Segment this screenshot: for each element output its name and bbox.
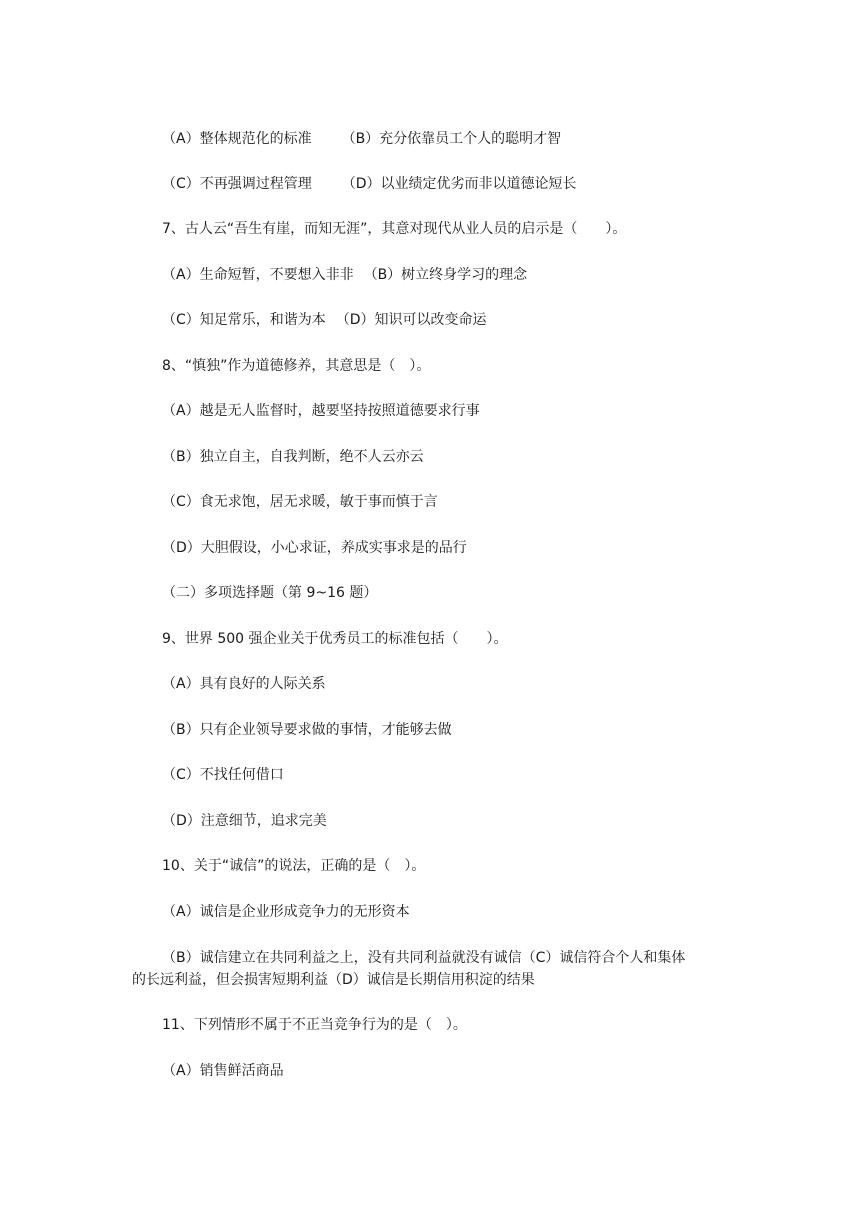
option-d: （D）知识可以改变命运: [335, 312, 487, 328]
option-b: （B）独立自主，自我判断，绝不人云亦云: [162, 449, 424, 465]
option-a: （A）销售鲜活商品: [162, 1063, 284, 1079]
option-c: （C）知足常乐，和谐为本: [162, 312, 326, 328]
question-11: 11、下列情形不属于不正当竞争行为的是（ ）。: [162, 1017, 467, 1033]
option-row: [162, 129, 561, 149]
question-10: 10、关于“诚信”的说法，正确的是（ ）。: [162, 858, 426, 874]
option-c: （C）食无求饱，居无求暖，敏于事而慎于言: [162, 494, 438, 510]
option-a: （A）越是无人监督时，越要坚持按照道德要求行事: [162, 403, 480, 419]
option-d: （D）注意细节，追求完美: [162, 813, 327, 829]
option-row: [162, 174, 577, 194]
paragraph-line-1: （B）诚信建立在共同利益之上，没有共同利益就没有诚信（C）诚信符合个人和集体: [162, 950, 686, 966]
option-b: （B）只有企业领导要求做的事情，才能够去做: [162, 722, 452, 738]
question-7: 7、古人云“吾生有崖，而知无涯”，其意对现代从业人员的启示是（ ）。: [162, 221, 627, 237]
option-row: [162, 310, 487, 330]
paragraph-line-2: 的长远利益，但会损害短期利益（D）诚信是长期信用积淀的结果: [132, 972, 535, 988]
option-a: （A）具有良好的人际关系: [162, 676, 326, 692]
option-a: （A）生命短暂，不要想入非非: [162, 267, 354, 283]
option-c: （C）不找任何借口: [162, 767, 284, 783]
option-a: （A）诚信是企业形成竞争力的无形资本: [162, 904, 410, 920]
option-a: （A）整体规范化的标准: [162, 131, 312, 147]
option-b: （B）充分依靠员工个人的聪明才智: [341, 131, 562, 147]
section-heading: （二）多项选择题（第 9~16 题）: [162, 585, 378, 601]
option-d: （D）大胆假设，小心求证，养成实事求是的品行: [162, 540, 467, 556]
option-d: （D）以业绩定优劣而非以道德论短长: [341, 176, 577, 192]
option-c: （C）不再强调过程管理: [162, 176, 312, 192]
options-bcd-paragraph: [132, 947, 737, 991]
question-9: 9、世界 500 强企业关于优秀员工的标准包括（ ）。: [162, 631, 508, 647]
question-8: 8、“慎独”作为道德修养，其意思是（ ）。: [162, 358, 431, 374]
option-b: （B）树立终身学习的理念: [363, 267, 528, 283]
option-row: [162, 265, 527, 285]
